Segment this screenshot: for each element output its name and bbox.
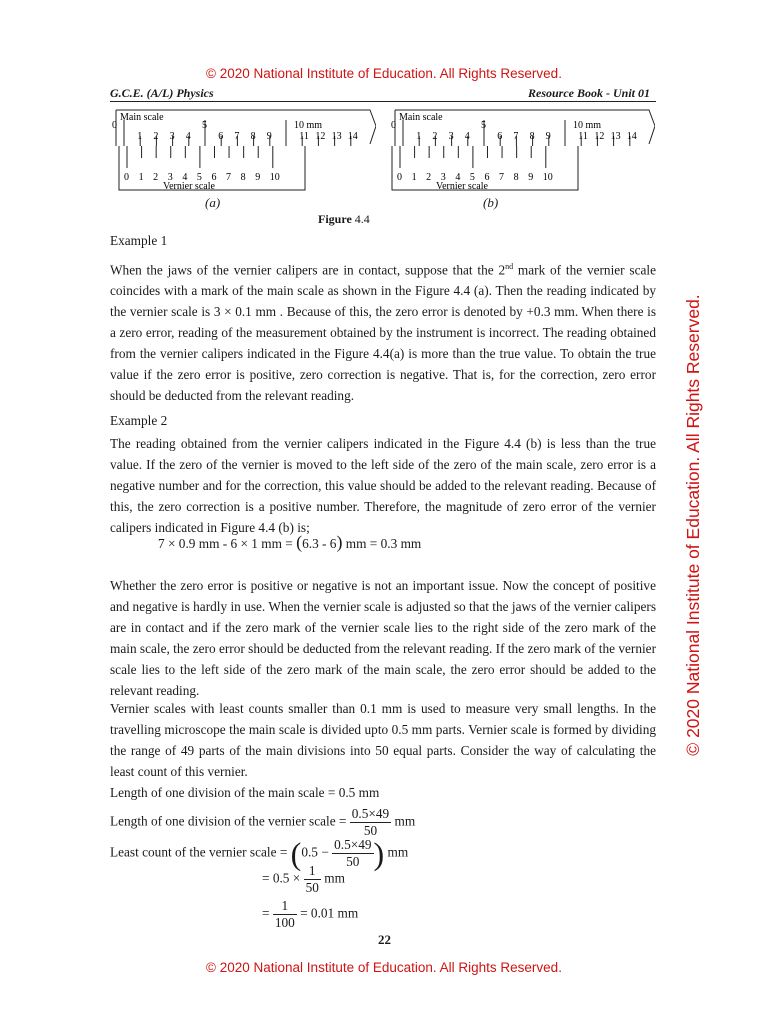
example2-text: The reading obtained from the vernier calipers indicated in the Figure 4.4 (b) is less than the true value. If the zero of the vernier is moved to the left side of the zero of the main scale, zero error is a negative number and for the correction, this value should be added to the relevant reading. Because of this, the zero correction is a positive number. Therefore, the magnitude of zero error of the vernier calipers indicated in Figure 4.4 (b) is; <box>110 436 656 535</box>
vernier-scale-number: 0 <box>397 172 402 183</box>
least-count-result: = $\frac{1}{100}$ = 0.01 mm <box>262 898 359 930</box>
main-scale-number: 0 <box>112 120 117 131</box>
main-scale-number: 14 <box>626 131 637 142</box>
figure-caption: Figure 4.4 <box>318 212 370 226</box>
main-scale-label: Main scale <box>120 112 164 123</box>
vernier-scale-number: 1 <box>138 172 144 183</box>
travelling-microscope-text: Vernier scales with least counts smaller than 0.1 mm is used to measure very small lengths. In the travelling microscope the main scale is divided upto 0.5 mm parts. Vernier scale is formed by dividing the range of 49 parts of the main divisions into 50 equal parts. Consider the way of calculating the least count of this vernier. <box>110 701 656 779</box>
zero-error-equation: 7 × 0.9 mm - 6 × 1 mm = (6.3 - 6) mm = 0.3 mm <box>158 532 422 552</box>
main-scale-number: 13 <box>331 131 342 142</box>
example1-text: When the jaws of the vernier calipers are in contact, suppose that the 2nd mark of the vernier scale coincides with a mark of the main scale as shown in the Figure 4.4 (a). Then the reading indicated by the vernier scale is 3 × 0.1 mm . Because of this, the zero error is denoted by +0.3 mm. When there is a zero error, reading of the measurement obtained by the instrument is incorrect. The reading obtained from the vernier calipers indicated in the Figure 4.4(a) is more than the true value. To obtain the true value if the zero error is positive, zero correction is negative. That is, for the correction, zero error should be deducted from the relevant reading. <box>110 262 656 404</box>
main-scale-number: 2 <box>153 131 159 142</box>
main-scale-number: 5 <box>481 120 486 131</box>
main-scale-number: 9 <box>545 131 551 142</box>
main-scale-number: 8 <box>529 131 535 142</box>
main-scale-number: 12 <box>594 131 605 142</box>
vernier-scale-number: 7 <box>226 172 232 183</box>
vernier-scale-number: 10 <box>542 172 553 183</box>
vernier-scale-number: 8 <box>240 172 246 183</box>
vernier-scale-number: 6 <box>211 172 217 183</box>
page-number: 22 <box>378 932 391 947</box>
fraction: $\frac{1}{100}$ <box>274 898 295 930</box>
vernier-scale-number: 10 <box>269 172 280 183</box>
vernier-division-length: Length of one division of the vernier scale = $\frac{0.5\times 49}{50}$ mm <box>110 806 416 838</box>
vernier-figure-a <box>108 106 376 196</box>
main-scale-label: Main scale <box>399 112 443 123</box>
mm-label: 10 mm <box>573 120 602 131</box>
example1-title: Example 1 <box>110 233 168 248</box>
main-scale-number: 3 <box>169 131 175 142</box>
fraction: $\frac{0.5\times 49}{50}$ <box>334 837 372 869</box>
vernier-scale-number: 5 <box>196 172 202 183</box>
vernier-scale-number: 6 <box>484 172 490 183</box>
main-scale-number: 4 <box>185 131 191 142</box>
vernier-scale-number: 3 <box>167 172 173 183</box>
copyright-notice-bottom: © 2020 National Institute of Education. All Rights Reserved. <box>206 960 562 975</box>
header-unit-title: Resource Book - Unit 01 <box>527 86 650 100</box>
least-count-expression: Least count of the vernier scale = (0.5 − $\frac{0.5\times 49}{50}$ ) mm <box>110 835 409 872</box>
main-scale-number: 0 <box>391 120 396 131</box>
main-scale-number: 11 <box>578 131 588 142</box>
header-book-title: G.C.E. (A/L) Physics <box>110 86 214 100</box>
main-scale-number: 1 <box>137 131 143 142</box>
vernier-figure-b <box>387 106 655 196</box>
copyright-notice-side: © 2020 National Institute of Education. All Rights Reserved. <box>683 294 703 756</box>
main-scale-number: 13 <box>610 131 621 142</box>
copyright-notice-top: © 2020 National Institute of Education. All Rights Reserved. <box>206 66 562 81</box>
figure-a-label: (a) <box>205 195 221 210</box>
main-scale-number: 9 <box>266 131 272 142</box>
main-scale-number: 8 <box>250 131 256 142</box>
main-scale-number: 6 <box>497 131 503 142</box>
vernier-scale-label: Vernier scale <box>163 181 215 192</box>
vernier-scale-label: Vernier scale <box>436 181 488 192</box>
vernier-scale-number: 1 <box>411 172 417 183</box>
main-division-length: Length of one division of the main scale = 0.5 mm <box>110 785 380 800</box>
vernier-scale-number: 0 <box>124 172 129 183</box>
figure-b-label: (b) <box>483 195 499 210</box>
fraction: $\frac{1}{50}$ <box>305 863 319 895</box>
fraction: $\frac{0.5\times 49}{50}$ <box>351 806 390 838</box>
main-scale-number: 7 <box>513 131 519 142</box>
main-scale-number: 5 <box>202 120 207 131</box>
mm-label: 10 mm <box>294 120 323 131</box>
vernier-scale-number: 4 <box>455 172 461 183</box>
header-rule <box>110 101 656 102</box>
main-scale-number: 14 <box>347 131 358 142</box>
vernier-scale-number: 9 <box>255 172 261 183</box>
main-scale-number: 4 <box>464 131 470 142</box>
vernier-scale-number: 4 <box>182 172 188 183</box>
main-scale-number: 12 <box>315 131 326 142</box>
vernier-scale-number: 5 <box>469 172 475 183</box>
main-scale-number: 1 <box>416 131 422 142</box>
main-scale-number: 2 <box>432 131 438 142</box>
main-scale-number: 6 <box>218 131 224 142</box>
vernier-scale-number: 2 <box>153 172 159 183</box>
main-scale-number: 7 <box>234 131 240 142</box>
vernier-scale-number: 7 <box>499 172 505 183</box>
vernier-scale-number: 9 <box>528 172 534 183</box>
example2-title: Example 2 <box>110 413 168 428</box>
vernier-scale-number: 2 <box>426 172 432 183</box>
vernier-scale-number: 3 <box>440 172 446 183</box>
least-count-step: = 0.5 × $\frac{1}{50}$ mm <box>262 863 345 895</box>
zero-error-discussion: Whether the zero error is positive or negative is not an important issue. Now the concept of positive and negative is hardly in use. When the vernier scale is adjusted so that the jaws of the vernier calipers are in contact and if the zero mark of the vernier scale lies to the right side of the zero mark of the main scale, the zero error should be deducted from the relevant reading. If the zero mark of the vernier scale lies to the left side of the zero mark of the main scale, the zero error should be added to the relevant reading. <box>110 578 656 698</box>
vernier-scale-number: 8 <box>513 172 519 183</box>
main-scale-number: 11 <box>299 131 309 142</box>
main-scale-number: 3 <box>448 131 454 142</box>
